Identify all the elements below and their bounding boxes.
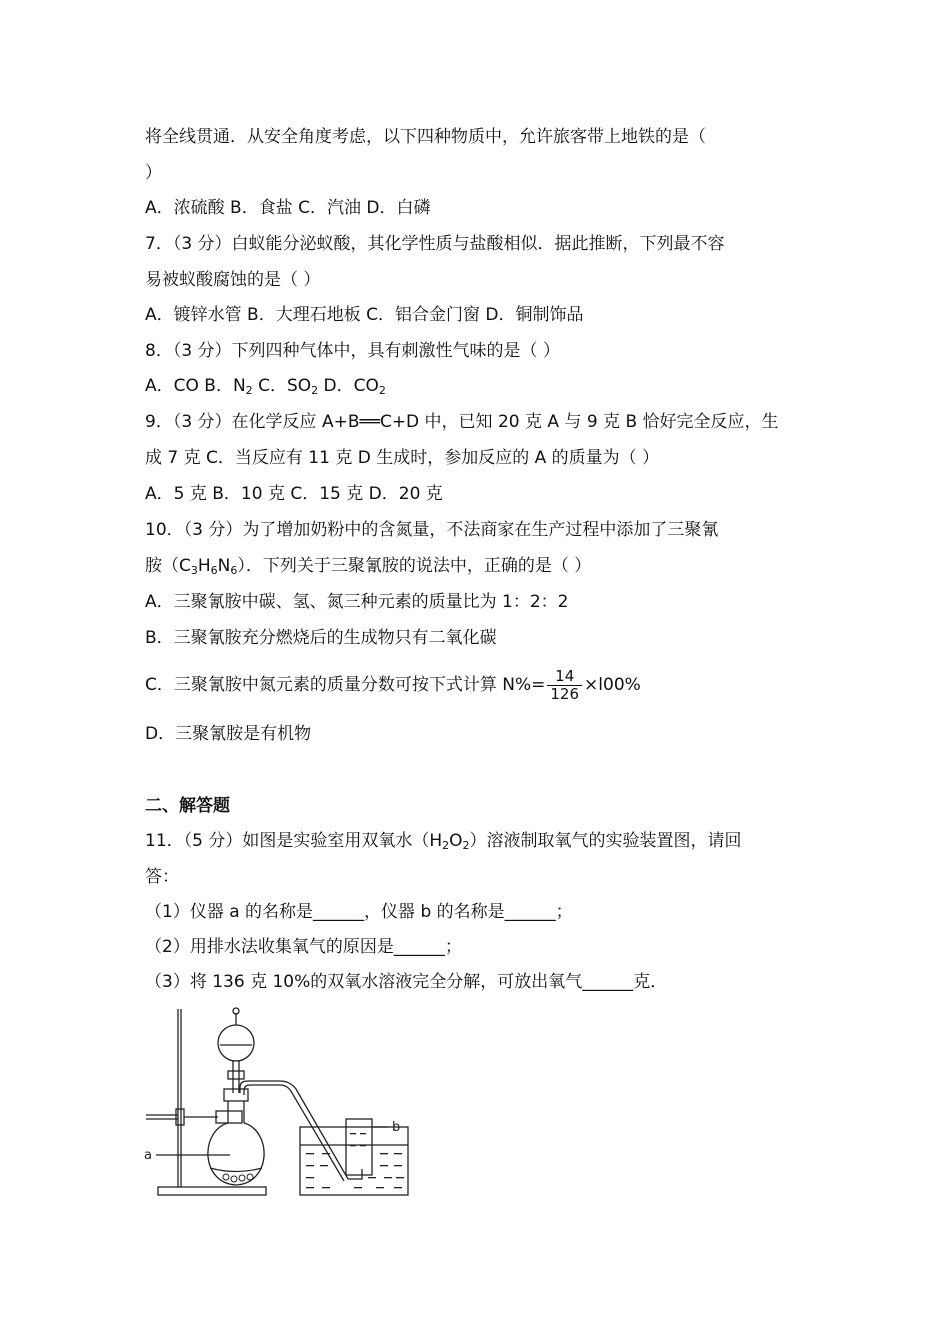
- subscript: 2: [462, 839, 470, 852]
- round-bottom-flask: [208, 1123, 264, 1185]
- option-c: [145, 664, 641, 706]
- question-10: 10．（3 分）为了增加奶粉中的含氮量，不法商家在生产过程中添加了三聚氰: [145, 520, 719, 540]
- sub-question-3: （3）将 136 克 10%的双氧水溶液完全分解，可放出氧气______克．: [145, 972, 668, 992]
- option-a: A．三聚氰胺中碳、氢、氮三种元素的质量比为 1：2：2: [145, 592, 569, 612]
- subscript: 2: [311, 384, 319, 397]
- question-8: 8．（3 分）下列四种气体中，具有刺激性气味的是（ ）: [145, 341, 560, 361]
- subscript: 6: [230, 564, 238, 577]
- options-q9: A．5 克 B．10 克 C．15 克 D．20 克: [145, 484, 443, 504]
- options-q6: A．浓硫酸 B．食盐 C．汽油 D．白磷: [145, 198, 431, 218]
- text-span: N: [217, 556, 231, 576]
- text-span: ）溶液制取氧气的实验装置图，请回: [469, 831, 742, 851]
- text-line: [145, 555, 591, 582]
- text-span: 胺（C: [145, 556, 191, 576]
- option-text: C．SO: [252, 376, 312, 396]
- text-line: 易被蚁酸腐蚀的是（ ）: [145, 270, 321, 290]
- lab-apparatus-figure: [140, 1003, 410, 1203]
- text-line: ）: [145, 163, 162, 183]
- subscript: 3: [190, 564, 198, 577]
- fraction-denominator: 126: [550, 684, 580, 703]
- options-q8: [145, 375, 386, 402]
- text-span: C．三聚氰胺中氮元素的质量分数可按下式计算 N%=: [145, 675, 546, 695]
- text-span: ×l00%: [584, 675, 641, 695]
- text-span: ）．下列关于三聚氰胺的说法中，正确的是（ ）: [237, 556, 592, 576]
- water-trough: [300, 1127, 408, 1195]
- sub-question-2: （2）用排水法收集氧气的原因是______；: [145, 937, 462, 957]
- sub-question-1: （1）仪器 a 的名称是______，仪器 b 的名称是______；: [145, 902, 573, 922]
- separatory-funnel: [218, 1025, 254, 1061]
- text-line: 答：: [145, 867, 179, 887]
- text-span: 11．（5 分）如图是实验室用双氧水（H: [145, 831, 443, 851]
- subscript: 2: [378, 384, 386, 397]
- option-b: B．三聚氰胺充分燃烧后的生成物只有二氧化碳: [145, 628, 497, 648]
- option-d: D．三聚氰胺是有机物: [145, 724, 312, 744]
- text-span: H: [197, 556, 211, 576]
- stand-base: [158, 1187, 266, 1195]
- label-a: a: [144, 1148, 152, 1163]
- question-11: [145, 830, 742, 857]
- text-line: 成 7 克 C．当反应有 11 克 D 生成时，参加反应的 A 的质量为（ ）: [145, 448, 660, 468]
- option-text: A．CO B．N: [145, 376, 246, 396]
- options-q7: A．镀锌水管 B．大理石地板 C．铝合金门窗 D．铜制饰品: [145, 305, 584, 325]
- text-span: O: [449, 831, 463, 851]
- fraction: [547, 668, 582, 703]
- question-7: 7．（3 分）白蚁能分泌蚁酸，其化学性质与盐酸相似．据此推断，下列最不容: [145, 234, 725, 254]
- subscript: 2: [442, 839, 450, 852]
- label-b: b: [392, 1120, 401, 1135]
- text-line: 将全线贯通．从安全角度考虑，以下四种物质中，允许旅客带上地铁的是（: [145, 127, 706, 147]
- option-text: D．CO: [318, 376, 379, 396]
- subscript: 6: [210, 564, 218, 577]
- fraction-numerator: 14: [547, 668, 582, 686]
- subscript: 2: [245, 384, 253, 397]
- question-9: 9．（3 分）在化学反应 A+B══C+D 中，已知 20 克 A 与 9 克 B 恰好完全反应，生: [145, 412, 779, 432]
- section-heading: 二、解答题: [145, 796, 230, 816]
